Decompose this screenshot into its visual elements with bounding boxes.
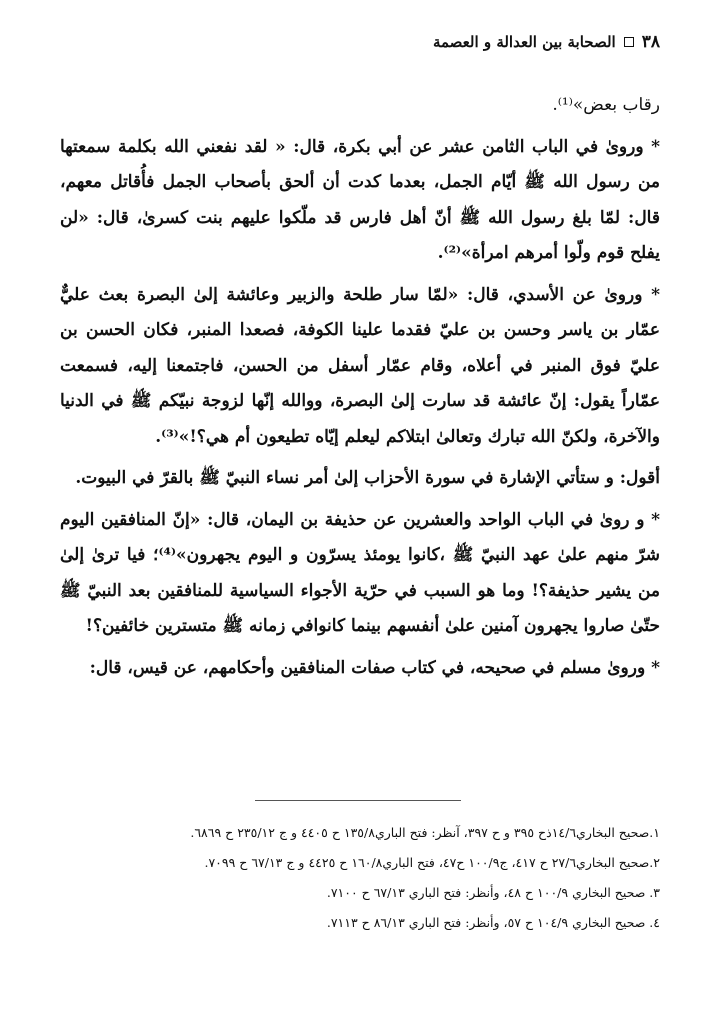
paragraph: * و روىٰ في الباب الواحد والعشرين عن حذيفة بن اليمان، قال: «إنّ المنافقين اليوم شرّ منهم علىٰ عهد النبيّ ﷺ ،كانوا يومئذ يسرّون و اليوم يجهرون»⁽⁴⁾؛ فيا ترىٰ إلىٰ من يشير حذيفة؟! وما هو السبب في حرّية الأجواء السياسية للمنافقين بعد النبيّ ﷺ حتّىٰ صاروا يجهرون آمنين علىٰ أنفسهم بينما كانوافي زمانه ﷺ متسترين خائفين؟! (60, 509, 660, 636)
footnote: ٤. صحيح البخاري ١٠٤/٩ ح ٥٧، وأنظر: فتح الباري ٨٦/١٣ ح ٧١١٣. (326, 915, 660, 930)
footnote: ١.صحيح البخاري١٤/٦ذح ٣٩٥ و ح ٣٩٧، آنظر: فتح الباري١٣٥/٨ ح ٤٤٠٥ و ج ٢٣٥/١٢ ح ٦٨٦٩. (190, 825, 660, 840)
running-title: الصحابة بين العدالة و العصمة (432, 33, 616, 51)
footnote: ٢.صحيح البخاري٢٧/٦ ح ٤١٧، ج١٠٠/٩ ح٤٧، فتح الباري١٦٠/٨ ح ٤٤٢٥ و ج ٦٧/١٣ ح ٧٠٩٩. (204, 855, 660, 870)
running-header (60, 30, 660, 54)
paragraph: أقول: و ستأتي الإشارة في سورة الأحزاب إلىٰ أمر نساء النبيّ ﷺ بالقرّ في البيوت. (75, 468, 660, 488)
square-bullet-icon (624, 37, 634, 47)
footnote: ٣. صحيح البخاري ١٠٠/٩ ح ٤٨، وأنظر: فتح الباري ٦٧/١٣ ح ٧١٠٠. (326, 885, 660, 900)
page-number: ٣٨ (641, 32, 660, 52)
paragraph: * وروىٰ مسلم في صحيحه، في كتاب صفات المنافقين وأحكامهم، عن قيس، قال: (89, 657, 660, 678)
footnote-divider (255, 800, 461, 801)
main-text (60, 88, 660, 692)
paragraph: * وروىٰ عن الأسدي، قال: «لمّا سار طلحة والزبير وعائشة إلىٰ البصرة بعث عليٌّ عمّار بن ياسر وحسن بن عليّ فقدما علينا الكوفة، فصعدا المنبر، فكان الحسن بن عليّ فوق المنبر في أعلاه، وقام عمّار أسفل من الحسن، فاجتمعنا إليه، فسمعت عمّاراً يقول: إنّ عائشة قد سارت إلىٰ البصرة، ووالله إنّها لزوجة نبيّكم ﷺ في الدنيا والآخرة، ولكنّ الله تبارك وتعالىٰ ابتلاكم ليعلم إيّاه تطيعون أم هي؟!»⁽³⁾. (60, 284, 660, 447)
footnotes (60, 818, 660, 938)
paragraph: رقاب بعض»⁽¹⁾. (552, 95, 660, 115)
paragraph: * وروىٰ في الباب الثامن عشر عن أبي بكرة، قال: « لقد نفعني الله بكلمة سمعتها من رسول الله ﷺ أيّام الجمل، بعدما كدت أن ألحق بأصحاب الجمل فأُقاتل معهم، قال: لمّا بلغ رسول الله ﷺ أنّ أهل فارس قد ملّكوا عليهم بنت كسرىٰ، قال: «لن يفلح قوم ولّوا أمرهم امرأة»⁽²⁾. (60, 136, 660, 263)
